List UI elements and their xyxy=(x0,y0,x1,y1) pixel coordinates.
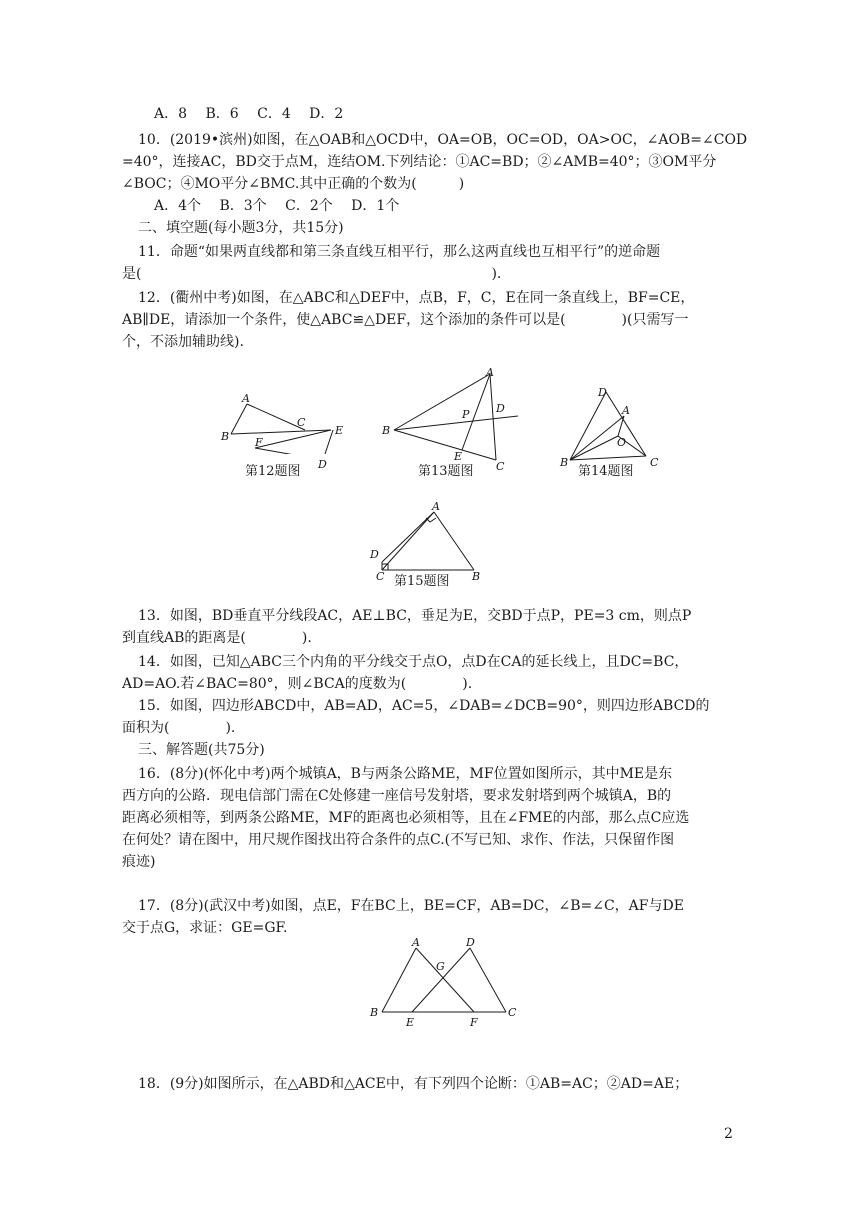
line-13: 14．如图，已知△ABC三个内角的平分线交于点O，点D在CA的延长线上，且DC=BC， xyxy=(138,654,689,670)
line-8: 12．(衢州中考)如图，在△ABC和△DEF中，点B，F，C，E在同一条直线上，BF=CE， xyxy=(138,290,695,306)
fig12-label-c: C xyxy=(297,416,306,429)
fig17-label-f: F xyxy=(470,1016,478,1028)
fig15-line-ab xyxy=(434,512,474,570)
fig14-line-db xyxy=(570,392,606,460)
line-0: A．8 B．6 C．4 D．2 xyxy=(154,106,344,122)
fig17-line-dc xyxy=(470,948,506,1012)
fig12-label-f: F xyxy=(255,436,263,449)
line-21: 在何处？请在图中，用尺规作图找出符合条件的点C.(不写已知、求作、作法，只保留作图 xyxy=(122,832,675,848)
page-number: 2 xyxy=(724,1126,733,1142)
fig15-label-d: D xyxy=(370,548,379,561)
fig12-caption: 第12题图 xyxy=(245,464,301,479)
fig17-line-af xyxy=(416,948,474,1012)
line-22: 痕迹) xyxy=(122,854,156,870)
fig15-caption: 第15题图 xyxy=(394,574,450,589)
fig13-label-c: C xyxy=(496,460,505,472)
line-5: 二、填空题(每小题3分，共15分) xyxy=(138,220,344,236)
line-7: 是( ). xyxy=(122,266,502,282)
line-18: 16．(8分)(怀化中考)两个城镇A，B与两条公路ME，MF位置如图所示，其中ME是东 xyxy=(138,766,673,782)
fig14-line-bc xyxy=(570,456,646,460)
line-2: =40°，连接AC，BD交于点M，连结OM.下列结论：①AC=BD；②∠AMB=40°；③OM平分 xyxy=(122,154,717,170)
fig17-label-g: G xyxy=(436,960,445,973)
fig14-label-a: A xyxy=(622,404,630,417)
fig17-label-b: B xyxy=(370,1006,379,1019)
fig12-line-ed xyxy=(323,430,333,454)
fig13-label-e: E xyxy=(454,450,463,463)
line-11: 13．如图，BD垂直平分线段AC，AE⊥BC，垂足为E，交BD于点P，PE=3 cm，则点P xyxy=(138,608,692,624)
line-3: ∠BOC；④MO平分∠BMC.其中正确的个数为( ) xyxy=(122,176,465,192)
fig17-line-ab xyxy=(382,948,416,1012)
fig14-label-b: B xyxy=(560,456,569,468)
fig13-line-bd xyxy=(394,416,518,430)
line-25: 18．(9分)如图所示，在△ABD和△ACE中，有下列四个论断：①AB=AC；②AD=AE； xyxy=(138,1076,689,1092)
fig13-label-b: B xyxy=(382,424,391,437)
fig15-label-b: B xyxy=(472,570,481,580)
line-16: 面积为( ). xyxy=(122,720,236,736)
fig13-line-bc xyxy=(394,430,496,460)
line-15: 15．如图，四边形ABCD中，AB=AD，AC=5，∠DAB=∠DCB=90°，则四边形ABCD的 xyxy=(138,698,710,714)
line-23: 17．(8分)(武汉中考)如图，点E，F在BC上，BE=CF，AB=DC，∠B=∠C，AF与DE xyxy=(138,898,684,914)
line-14: AD=AO.若∠BAC=80°，则∠BCA的度数为( ). xyxy=(122,676,473,692)
figure-14 xyxy=(556,384,666,468)
fig17-line-de xyxy=(412,948,470,1012)
fig14-label-o: O xyxy=(617,436,627,449)
fig17-label-a: A xyxy=(412,936,420,949)
fig12-label-b: B xyxy=(221,430,230,443)
fig13-line-ab xyxy=(394,374,490,430)
line-19: 西方向的公路．现电信部门需在C处修建一座信号发射塔，要求发射塔到两个城镇A，B的 xyxy=(122,788,672,804)
fig14-line-ab xyxy=(570,416,627,460)
fig13-label-a: A xyxy=(486,368,494,379)
fig13-caption: 第13题图 xyxy=(418,464,474,479)
fig15-label-c: C xyxy=(376,570,385,580)
fig17-label-d: D xyxy=(466,936,475,949)
fig13-line-ac xyxy=(490,374,496,460)
fig14-line-bo xyxy=(570,436,618,460)
figure-13 xyxy=(378,368,528,472)
fig12-line-ab xyxy=(231,404,247,434)
fig13-label-p: P xyxy=(462,408,470,421)
line-17: 三、解答题(共75分) xyxy=(138,742,265,758)
fig12-line-fd xyxy=(255,448,323,454)
figure-15 xyxy=(366,498,486,580)
fig15-line-ad xyxy=(382,512,434,562)
line-24: 交于点G，求证：GE=GF. xyxy=(122,920,288,936)
fig17-label-c: C xyxy=(508,1006,517,1019)
fig13-label-d: D xyxy=(496,402,505,415)
figure-12 xyxy=(215,392,355,454)
figure-17 xyxy=(366,934,526,1028)
line-1: 10．(2019•滨州)如图，在△OAB和△OCD中，OA=OB，OC=OD，OA>OC，∠AOB=∠COD xyxy=(138,132,748,148)
line-10: 个，不添加辅助线). xyxy=(122,334,244,350)
fig14-caption: 第14题图 xyxy=(578,464,634,479)
fig12-label-a: A xyxy=(242,392,250,405)
fig15-line-ac xyxy=(382,512,434,570)
fig14-label-c: C xyxy=(650,456,659,468)
fig17-label-e: E xyxy=(406,1016,415,1028)
fig12-d-label: D xyxy=(318,458,327,471)
fig15-label-a: A xyxy=(432,500,440,513)
line-12: 到直线AB的距离是( ). xyxy=(122,630,312,646)
line-6: 11．命题“如果两直线都和第三条直线互相平行，那么这两直线也互相平行”的逆命题 xyxy=(138,244,661,260)
line-9: AB∥DE，请添加一个条件，使△ABC≌△DEF，这个添加的条件可以是( )(只需写一 xyxy=(122,312,689,328)
line-20: 距离必须相等，到两条公路ME，MF的距离也必须相等，且在∠FME的内部，那么点C应选 xyxy=(122,810,690,826)
fig14-label-d: D xyxy=(598,386,607,399)
line-4: A．4个 B．3个 C．2个 D．1个 xyxy=(154,198,400,214)
fig12-label-e: E xyxy=(335,424,344,437)
